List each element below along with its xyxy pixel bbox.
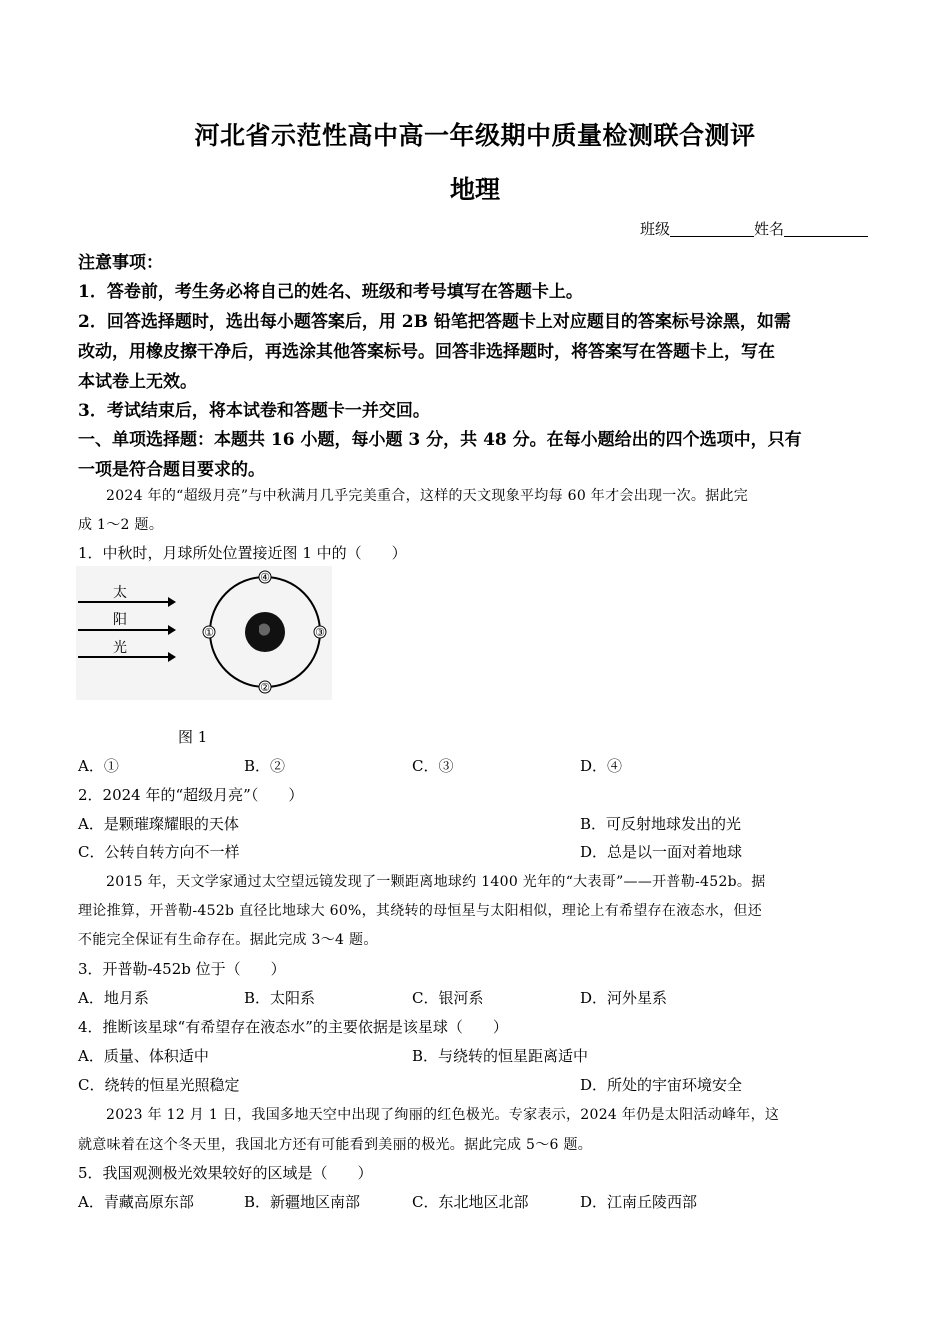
- q2-option-d[interactable]: D．总是以一面对着地球: [580, 843, 743, 861]
- q2-option-c[interactable]: C．公转自转方向不一样: [78, 843, 240, 861]
- q1-option-b[interactable]: B．②: [244, 757, 286, 775]
- note-item-2-line-3: 本试卷上无效。: [78, 372, 197, 392]
- question-3-stem: 3．开普勒-452b 位于（ ）: [78, 960, 286, 978]
- passage-3-line-1: 2023 年 12 月 1 日，我国多地天空中出现了绚丽的红色极光。专家表示，2024 年仍是太阳活动峰年，这: [106, 1107, 780, 1123]
- q3-option-b[interactable]: B．太阳系: [244, 989, 316, 1007]
- position-2: ②: [260, 681, 270, 694]
- q5-option-d[interactable]: D．江南丘陵西部: [580, 1193, 698, 1211]
- question-1-stem: 1．中秋时，月球所处位置接近图 1 中的（ ）: [78, 544, 407, 562]
- q1-option-d[interactable]: D．④: [580, 757, 623, 775]
- class-label: 班级: [640, 220, 671, 238]
- sun-label-3: 光: [113, 640, 127, 656]
- q5-option-b[interactable]: B．新疆地区南部: [244, 1193, 361, 1211]
- passage-2-line-2: 理论推算，开普勒-452b 直径比地球大 60%，其绕转的母恒星与太阳相似，理论上有希望存在液态水，但还: [78, 903, 763, 919]
- question-4-stem: 4．推断该星球“有希望存在液态水”的主要依据是该星球（ ）: [78, 1018, 508, 1036]
- section-1-line-1: 一、单项选择题：本题共 16 小题，每小题 3 分，共 48 分。在每小题给出的四个选项中，只有: [78, 430, 802, 450]
- passage-3-line-2: 就意味着在这个冬天里，我国北方还有可能看到美丽的极光。据此完成 5～6 题。: [78, 1137, 593, 1153]
- q1-option-a[interactable]: A．①: [78, 757, 119, 775]
- subject-title: 地理: [449, 175, 500, 204]
- q4-option-c[interactable]: C．绕转的恒星光照稳定: [78, 1076, 240, 1094]
- q2-option-a[interactable]: A．是颗璀璨耀眼的天体: [78, 815, 239, 833]
- passage-2-line-3: 不能完全保证有生命存在。据此完成 3～4 题。: [78, 932, 378, 948]
- position-3: ③: [315, 626, 325, 639]
- q3-option-d[interactable]: D．河外星系: [580, 989, 668, 1007]
- sun-label-1: 太: [113, 585, 127, 601]
- q3-option-c[interactable]: C．银河系: [412, 989, 484, 1007]
- passage-2-line-1: 2015 年，天文学家通过太空望远镜发现了一颗距离地球约 1400 光年的“大表哥”——开普勒-452b。据: [106, 874, 766, 890]
- section-1-line-2: 一项是符合题目要求的。: [78, 460, 265, 480]
- name-label: 姓名: [754, 220, 785, 238]
- q5-option-c[interactable]: C．东北地区北部: [412, 1193, 529, 1211]
- name-blank[interactable]: [784, 222, 868, 237]
- q2-option-b[interactable]: B．可反射地球发出的光: [580, 815, 742, 833]
- question-5-stem: 5．我国观测极光效果较好的区域是（ ）: [78, 1164, 373, 1182]
- note-item-1: 1．答卷前，考生务必将自己的姓名、班级和考号填写在答题卡上。: [78, 282, 583, 302]
- q4-option-d[interactable]: D．所处的宇宙环境安全: [580, 1076, 743, 1094]
- note-item-3: 3．考试结束后，将本试卷和答题卡一并交回。: [78, 401, 430, 421]
- q4-option-a[interactable]: A．质量、体积适中: [78, 1047, 209, 1065]
- question-2-stem: 2．2024 年的“超级月亮”（ ）: [78, 786, 304, 804]
- figure-1-moon-orbit: [76, 566, 332, 700]
- class-blank[interactable]: [670, 222, 754, 237]
- note-item-2-line-2: 改动，用橡皮擦干净后，再选涂其他答案标号。回答非选择题时，将答案写在答题卡上，写在: [78, 342, 775, 362]
- exam-title: 河北省示范性高中高一年级期中质量检测联合测评: [194, 121, 756, 150]
- q3-option-a[interactable]: A．地月系: [78, 989, 149, 1007]
- sun-label-2: 阳: [113, 612, 127, 628]
- q5-option-a[interactable]: A．青藏高原东部: [78, 1193, 194, 1211]
- passage-1-line-2: 成 1～2 题。: [78, 517, 164, 533]
- notes-heading: 注意事项：: [78, 253, 163, 273]
- position-1: ①: [204, 626, 214, 639]
- position-4: ④: [260, 571, 270, 584]
- q4-option-b[interactable]: B．与绕转的恒星距离适中: [412, 1047, 589, 1065]
- note-item-2-line-1: 2．回答选择题时，选出每小题答案后，用 2B 铅笔把答题卡上对应题目的答案标号涂黑，如需: [78, 312, 791, 332]
- figure-1-caption: 图 1: [178, 728, 208, 746]
- q1-option-c[interactable]: C．③: [412, 757, 454, 775]
- class-name-row: [640, 218, 868, 239]
- passage-1-line-1: 2024 年的“超级月亮”与中秋满月几乎完美重合，这样的天文现象平均每 60 年才会出现一次。据此完: [106, 488, 749, 504]
